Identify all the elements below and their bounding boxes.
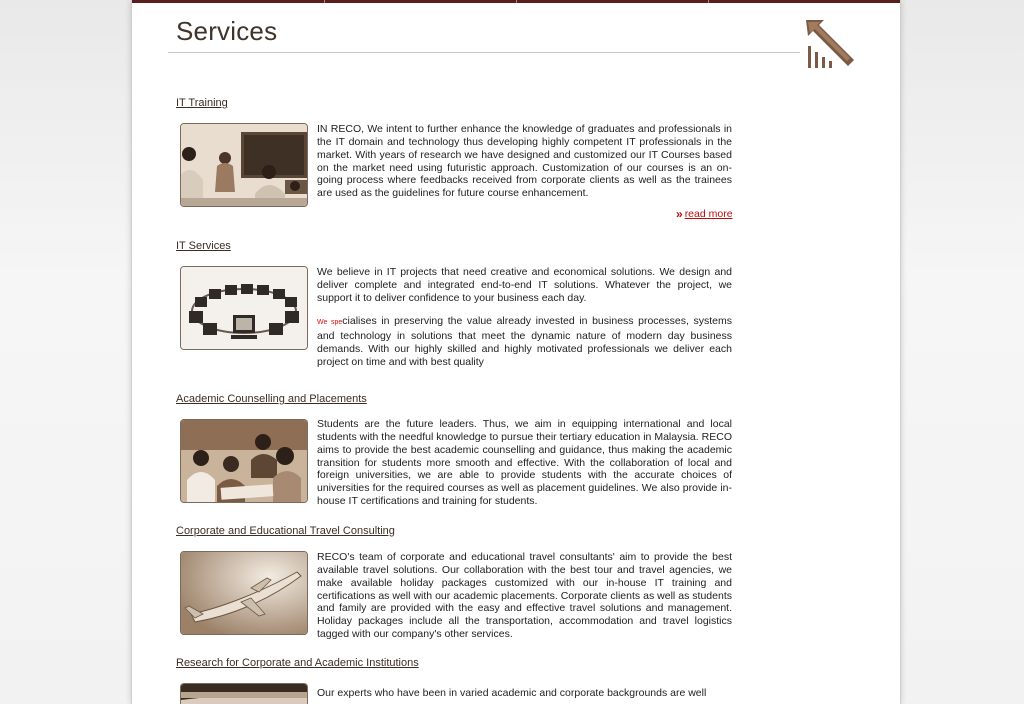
it-services-description-2 (317, 315, 732, 368)
section-title-academic-counselling[interactable]: Academic Counselling and Placements (176, 393, 367, 405)
section-title-it-training[interactable]: IT Training (176, 97, 228, 109)
it-services-description-2-rest: cialises in preserving the value already invested in business processes, systems and technology in solutions that meet the dynamic nature of modern day business demands. With our highly skilled and highly motivated professionals we deliver each project on time and with best quality (317, 315, 733, 368)
research-description: Our experts who have been in varied academic and corporate backgrounds are well (317, 687, 707, 699)
travel-consulting-description: RECO's team of corporate and educational travel consultants' aim to provide the best available travel solutions. Our collaboration with the best tour and travel agencies, we make available holiday packages customized with our in-house IT training and certifications as well with our academic placements. Corporate clients as well as students and family are provided with the easy and effective travel solutions and management. Holiday packages include all the transportation, accommodation and travel logistics tagged with our company's other services. (317, 551, 732, 641)
highlight-text: We spe (317, 319, 343, 326)
it-training-image (180, 123, 308, 207)
travel-consulting-image (180, 551, 308, 635)
page-container (131, 0, 901, 704)
top-bar-divider (708, 0, 709, 3)
academic-counselling-description: Students are the future leaders. Thus, we aim in equipping international and local students with the needful knowledge to pursue their tertiary education in Malaysia. RECO aims to provide the best academic counselling and guidance, thus making the academic transition for students more smooth and effective. With the collaboration of local and foreign universities, we are able to provide students with the accurate choices of universities for the required courses as well as placement guidelines. We also provide in-house IT certifications and training for students. (317, 418, 732, 508)
it-training-description: IN RECO, We intent to further enhance the knowledge of graduates and professionals in the IT domain and technology thus developing highly competent IT professionals in the market. With years of research we have designed and customized our IT Courses based on the market need using futuristic approach. Customization of our courses is an on-going process where feedbacks received from corporate clients as well as the trainees are used as the guidelines for future course enhancement. (317, 123, 732, 200)
double-chevron-icon: » (676, 207, 681, 221)
it-services-description: We believe in IT projects that need creative and economical solutions. We design and deliver complete and integrated end-to-end IT solutions. Whatever the project, we support it to deliver confidence to your business each day. (317, 266, 732, 304)
page-title: Services (176, 16, 278, 46)
section-title-research[interactable]: Research for Corporate and Academic Institutions (176, 657, 419, 669)
research-image (180, 683, 308, 704)
read-more-link[interactable] (676, 207, 733, 221)
top-bar-divider (516, 0, 517, 3)
academic-counselling-image (180, 419, 308, 503)
section-title-it-services[interactable]: IT Services (176, 240, 231, 252)
title-divider (168, 52, 800, 53)
section-title-travel-consulting[interactable]: Corporate and Educational Travel Consulting (176, 525, 395, 537)
top-bar-divider (324, 0, 325, 3)
it-services-image (180, 266, 308, 350)
read-more-label: read more (684, 208, 733, 220)
arrow-logo-icon (800, 16, 858, 72)
